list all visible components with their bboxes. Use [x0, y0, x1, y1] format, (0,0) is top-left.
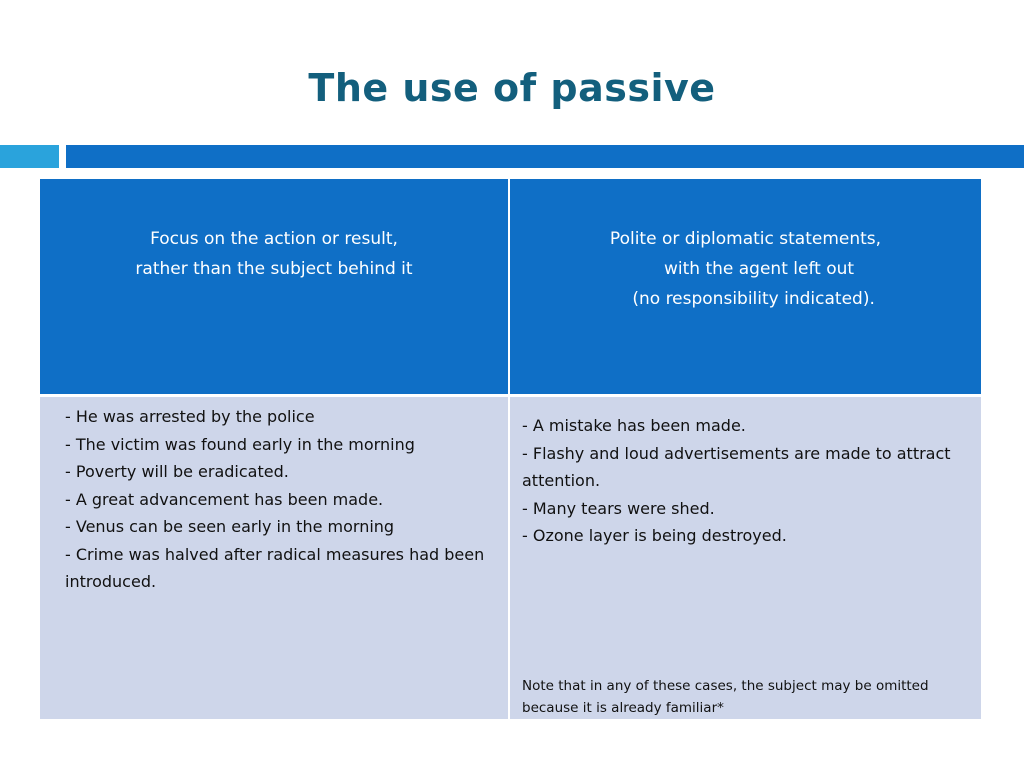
example-item: - Many tears were shed.: [522, 498, 715, 518]
examples-cell-polite: [510, 397, 981, 719]
footnote: Note that in any of these cases, the subject may be omitted because it is already familiar*: [522, 678, 929, 716]
example-item: - He was arrested by the police: [65, 407, 315, 426]
example-item: - The victim was found early in the morning: [65, 434, 415, 454]
examples-cell-focus: [40, 397, 510, 719]
example-item: - Flashy and loud advertisements are made to attract attention.: [522, 443, 951, 490]
accent-bar-small: [0, 145, 59, 168]
header-line: Focus on the action or result,: [150, 229, 398, 249]
example-item: - Venus can be seen early in the morning: [65, 517, 395, 536]
slide-title: The use of passive: [308, 66, 716, 110]
header-line: rather than the subject behind it: [135, 259, 413, 279]
passive-use-table: [40, 179, 981, 719]
header-cell-polite: [510, 179, 981, 397]
example-item: - Crime was halved after radical measures had been introduced.: [65, 544, 485, 591]
example-item: - A mistake has been made.: [522, 416, 746, 435]
header-line: Polite or diplomatic statements,: [609, 229, 882, 249]
example-item: - Poverty will be eradicated.: [65, 462, 289, 481]
header-line: with the agent left out: [636, 259, 855, 279]
example-item: - Ozone layer is being destroyed.: [522, 526, 787, 545]
accent-bar-long: [66, 145, 1024, 168]
header-cell-focus: [40, 179, 510, 397]
example-item: - A great advancement has been made.: [65, 489, 384, 509]
header-line: (no responsibility indicated).: [616, 289, 875, 309]
